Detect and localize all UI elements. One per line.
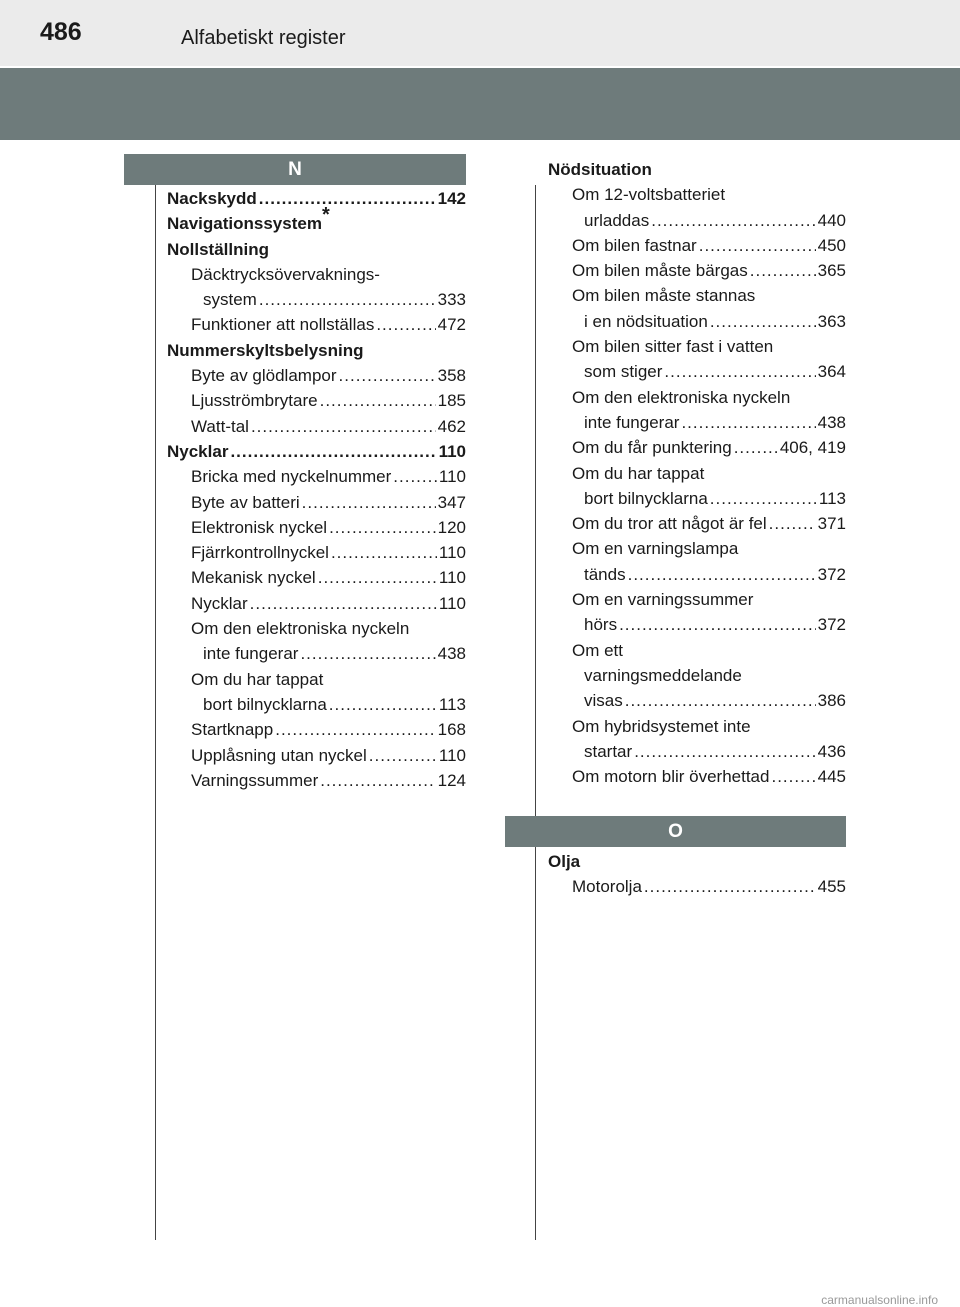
index-entry-page: 386 (817, 691, 846, 711)
index-entry-page: 113 (438, 694, 466, 714)
dot-leader (331, 540, 437, 565)
dot-leader (250, 591, 437, 616)
index-entry (548, 334, 846, 359)
index-entry-term: Varningssummer (191, 770, 319, 790)
index-entry-term: Fjärrkontrollnyckel (191, 543, 329, 563)
index-entry (548, 587, 846, 612)
page-title: Alfabetiskt register (181, 27, 346, 49)
dot-leader (318, 565, 437, 590)
index-entry (167, 515, 466, 540)
index-entry-term: Om den elektroniska nyckeln (572, 387, 791, 407)
section-header-o (505, 816, 846, 847)
index-entry-page: 438 (437, 644, 466, 664)
index-entry (167, 464, 466, 489)
index-entry-term: Om motorn blir överhettad (572, 767, 770, 787)
dot-leader (259, 287, 436, 312)
index-entry-page: 438 (817, 412, 846, 432)
index-entry (167, 363, 466, 388)
index-entry (548, 410, 846, 435)
dot-leader (251, 414, 436, 439)
index-entry-term: som stiger (584, 362, 663, 382)
index-entry-term: Byte av batteri (191, 492, 300, 512)
watermark: carmanualsonline.info (821, 1293, 938, 1307)
index-entry-term: Om ett (572, 640, 624, 660)
index-entry-page: 450 (817, 235, 846, 255)
index-entry (167, 338, 466, 363)
index-entry-term: Om bilen fastnar (572, 235, 697, 255)
index-entry-term: bort bilnycklarna (584, 488, 708, 508)
index-entry (167, 768, 466, 793)
index-entry-term: Däcktrycksövervaknings- (191, 264, 380, 284)
dot-leader (681, 410, 815, 435)
index-entry (548, 663, 846, 688)
index-entry-page: 110 (438, 467, 466, 487)
page-number: 486 (40, 18, 82, 46)
index-entry-term: Om en varningslampa (572, 539, 739, 559)
index-entry-page: 406, 419 (779, 438, 846, 458)
index-entry (167, 565, 466, 590)
dot-leader (710, 309, 816, 334)
dot-leader (619, 612, 816, 637)
index-entry-term: Nummerskyltsbelysning (167, 340, 364, 360)
index-entry (548, 739, 846, 764)
index-entry (548, 486, 846, 511)
index-entry (548, 688, 846, 713)
index-entry (548, 638, 846, 663)
index-entry-page: 110 (438, 593, 466, 613)
index-entry-page: 185 (437, 391, 466, 411)
index-entry (548, 208, 846, 233)
index-entry (548, 283, 846, 308)
index-entry-page: 364 (817, 362, 846, 382)
section-letter: N (288, 158, 302, 180)
dot-leader (259, 186, 436, 211)
index-entry-term: system (203, 290, 257, 310)
index-entry (548, 874, 846, 899)
index-entry-term: inte fungerar (203, 644, 299, 664)
index-entry (548, 536, 846, 561)
index-entry-term: varningsmeddelande (584, 665, 742, 685)
index-entry-page: 168 (437, 720, 466, 740)
index-entry (548, 385, 846, 410)
index-entry-page: 110 (438, 745, 466, 765)
index-entry (167, 490, 466, 515)
index-entry-page: 333 (437, 290, 466, 310)
index-entry (548, 359, 846, 384)
index-entry-term: Startknapp (191, 720, 274, 740)
index-entry-term: visas (584, 691, 623, 711)
index-entry-term: Ljusströmbrytare (191, 391, 318, 411)
index-entry-term: Mekanisk nyckel (191, 568, 316, 588)
index-entry-term: Om du tror att något är fel (572, 514, 767, 534)
index-entry (167, 717, 466, 742)
dot-leader (734, 435, 778, 460)
dot-leader (628, 562, 816, 587)
index-entry (167, 312, 466, 337)
index-entry-term: Om 12-voltsbatteriet (572, 185, 726, 205)
dot-leader (625, 688, 816, 713)
index-entry (167, 287, 466, 312)
left-index-column (167, 186, 466, 793)
index-entry (167, 262, 466, 287)
dot-leader (634, 739, 815, 764)
index-entry (167, 743, 466, 768)
index-entry (548, 258, 846, 283)
index-entry-term: Om bilen måste bärgas (572, 261, 748, 281)
dot-leader (369, 743, 437, 768)
index-entry-term: Om bilen sitter fast i vatten (572, 337, 774, 357)
index-entry-page: 110 (438, 543, 466, 563)
index-entry (167, 186, 466, 211)
dot-leader (339, 363, 436, 388)
dot-leader (393, 464, 437, 489)
index-entry-page: 462 (437, 416, 466, 436)
dot-leader (376, 312, 435, 337)
index-entry (548, 714, 846, 739)
page-header (0, 0, 960, 66)
index-entry (167, 388, 466, 413)
header-banner (0, 68, 960, 140)
index-entry-term: hörs (584, 615, 618, 635)
index-entry (167, 692, 466, 717)
index-entry-term: Om du har tappat (572, 463, 705, 483)
index-entry-term: urladdas (584, 210, 650, 230)
index-entry (167, 237, 466, 262)
index-entry-term: Nollställning (167, 239, 269, 259)
index-entry-term: startar (584, 741, 633, 761)
index-entry-page: 358 (437, 366, 466, 386)
dot-leader (329, 692, 437, 717)
index-entry (548, 612, 846, 637)
index-entry-page: 142 (437, 189, 466, 208)
index-entry-page: 110 (438, 568, 466, 588)
index-entry-term: Funktioner att nollställas (191, 315, 375, 335)
index-entry (548, 157, 846, 182)
index-entry-page: 124 (437, 770, 466, 790)
index-entry-term: tänds (584, 564, 626, 584)
dot-leader (769, 511, 816, 536)
dot-leader (750, 258, 816, 283)
index-entry-term: Nackskydd (167, 189, 257, 208)
index-entry-page: 363 (817, 311, 846, 331)
index-entry-term: Byte av glödlampor (191, 366, 337, 386)
index-entry-term: Om du får punktering (572, 438, 732, 458)
index-entry-term: inte fungerar (584, 412, 680, 432)
index-entry (167, 667, 466, 692)
index-entry (548, 461, 846, 486)
index-entry-page: 371 (817, 514, 846, 534)
index-entry-page: 372 (817, 564, 846, 584)
index-entry-term: Nycklar (191, 593, 248, 613)
index-entry-term: i en nödsituation (584, 311, 708, 331)
right-column-rule (535, 185, 536, 1240)
index-entry-term: Nödsituation (548, 160, 652, 179)
index-entry-page: 455 (817, 877, 846, 897)
index-entry-footnote-mark: * (321, 204, 330, 227)
index-entry-term: Om den elektroniska nyckeln (191, 619, 410, 639)
dot-leader (302, 490, 436, 515)
index-entry (548, 233, 846, 258)
index-entry (167, 641, 466, 666)
index-entry-term: Navigationssystem (167, 214, 322, 234)
dot-leader (300, 641, 435, 666)
right-index-column-o (548, 849, 846, 900)
dot-leader (710, 486, 817, 511)
index-entry-page: 440 (817, 210, 846, 230)
index-entry-page: 436 (817, 741, 846, 761)
index-entry (167, 616, 466, 641)
section-letter: O (668, 820, 683, 842)
index-entry-term: Nycklar (167, 441, 229, 461)
index-entry (167, 591, 466, 616)
left-column-rule (155, 185, 156, 1240)
right-index-column (548, 157, 846, 789)
index-entry-term: Om du har tappat (191, 669, 324, 689)
index-entry (548, 511, 846, 536)
index-entry-page: 445 (817, 767, 846, 787)
index-entry-term: Om en varningssummer (572, 590, 754, 610)
index-entry (548, 309, 846, 334)
dot-leader (230, 439, 436, 464)
index-entry-page: 120 (437, 517, 466, 537)
index-entry-term: Elektronisk nyckel (191, 517, 328, 537)
index-entry-page: 113 (818, 488, 846, 508)
dot-leader (320, 388, 436, 413)
dot-leader (664, 359, 815, 384)
index-entry (548, 435, 846, 460)
index-entry-term: Bricka med nyckelnummer (191, 467, 392, 487)
dot-leader (320, 768, 435, 793)
dot-leader (771, 764, 815, 789)
index-entry-page: 347 (437, 492, 466, 512)
index-entry-term: Motorolja (572, 877, 642, 897)
index-entry-page: 365 (817, 261, 846, 281)
index-entry-term: Om bilen måste stannas (572, 286, 756, 306)
index-entry-term: Watt-tal (191, 416, 249, 436)
dot-leader (644, 874, 816, 899)
dot-leader (275, 717, 435, 742)
index-entry (167, 204, 466, 236)
index-entry (548, 764, 846, 789)
index-entry-term: Olja (548, 852, 581, 871)
index-entry (167, 540, 466, 565)
index-entry (548, 562, 846, 587)
index-entry-page: 372 (817, 615, 846, 635)
index-entry-page: 472 (437, 315, 466, 335)
index-entry (167, 414, 466, 439)
index-entry (167, 439, 466, 464)
dot-leader (329, 515, 436, 540)
index-entry (548, 182, 846, 207)
dot-leader (699, 233, 816, 258)
index-entry-page: 110 (438, 441, 466, 461)
index-entry-term: bort bilnycklarna (203, 694, 327, 714)
index-entry (548, 849, 846, 874)
index-entry-term: Upplåsning utan nyckel (191, 745, 367, 765)
dot-leader (651, 208, 815, 233)
index-entry-term: Om hybridsystemet inte (572, 716, 751, 736)
section-header-n (124, 154, 466, 185)
